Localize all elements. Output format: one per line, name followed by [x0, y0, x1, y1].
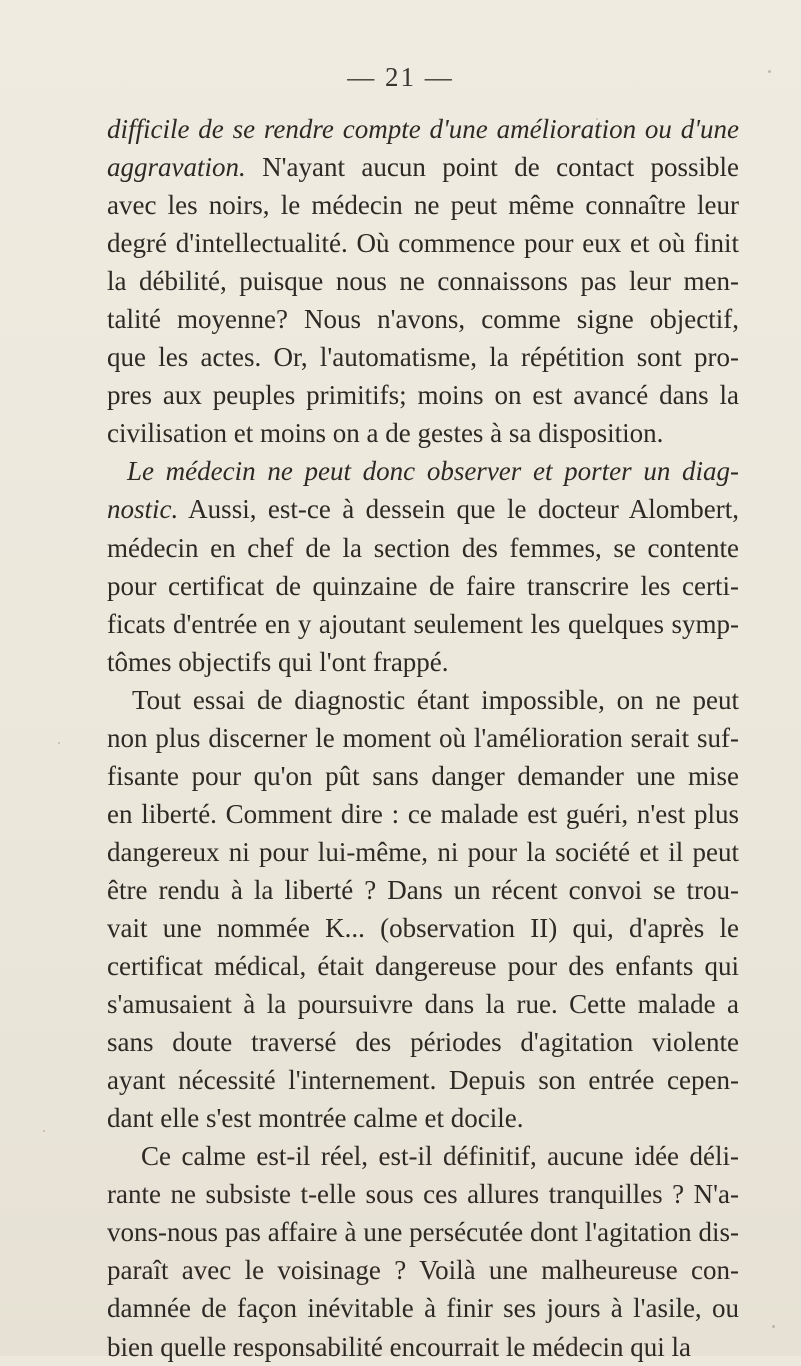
text-line — [107, 1023, 739, 1061]
paper-speck — [43, 1130, 45, 1132]
text-line — [107, 414, 739, 452]
text-line — [107, 490, 739, 528]
text-line — [107, 110, 739, 148]
text-run: degré d'intellectualité. Où commence pour eux et où finit — [107, 228, 739, 259]
text-line — [107, 757, 739, 795]
text-run: pres aux peuples primitifs; moins on est avancé dans la — [107, 380, 739, 411]
text-run: vait une nommée K... (observation II) qui, d'après le — [107, 912, 739, 943]
text-run: Tout essai de diagnostic étant impossible, on ne peut — [132, 684, 739, 715]
text-line — [107, 1175, 739, 1213]
text-run: avec les noirs, le médecin ne peut même connaître leur — [107, 190, 739, 221]
text-run: vons-nous pas affaire à une persécutée dont l'agitation dis- — [107, 1217, 739, 1248]
text-run: fisante pour qu'on pût sans danger demander une mise — [107, 760, 739, 791]
text-line — [107, 224, 739, 262]
paper-speck — [596, 118, 598, 120]
text-line — [107, 262, 739, 300]
text-run: tômes objectifs qui l'ont frappé. — [107, 646, 449, 677]
paragraph — [107, 681, 739, 1138]
text-run: ayant nécessité l'internement. Depuis son entrée cepen- — [107, 1065, 739, 1096]
text-run: ficats d'entrée en y ajoutant seulement les quelques symp- — [107, 608, 739, 639]
text-line — [107, 947, 739, 985]
paragraph — [107, 452, 739, 680]
text-line — [107, 605, 739, 643]
text-run: que les actes. Or, l'automatisme, la répétition sont pro- — [107, 342, 739, 373]
text-run: pour certificat de quinzaine de faire transcrire les certi- — [107, 570, 739, 601]
text-line — [107, 186, 739, 224]
text-line — [107, 795, 739, 833]
text-line — [107, 148, 739, 186]
text-run: être rendu à la liberté ? Dans un récent convoi se trou- — [107, 874, 739, 905]
italic-text: nostic. — [107, 494, 179, 525]
text-run: damnée de façon inévitable à finir ses jours à l'asile, ou — [107, 1293, 739, 1324]
paper-speck — [772, 1325, 775, 1328]
paragraph — [107, 1137, 739, 1365]
text-line — [107, 300, 739, 338]
italic-text: difficile de se rendre compte d'une amélioration ou d'une — [107, 114, 739, 144]
text-run: civilisation et moins on a de gestes à sa disposition. — [107, 418, 664, 449]
italic-text: aggravation. — [107, 152, 246, 183]
text-run: N'ayant aucun point de contact possible — [245, 152, 739, 183]
text-run: dant elle s'est montrée calme et docile. — [107, 1103, 524, 1134]
text-run: certificat médical, était dangereuse pour des enfants qui — [107, 951, 739, 982]
text-line — [107, 719, 739, 757]
paper-speck — [58, 742, 60, 744]
text-line — [107, 1099, 739, 1137]
text-line — [107, 567, 739, 605]
paper-speck — [768, 70, 771, 73]
text-run: la débilité, puisque nous ne connaissons pas leur men- — [107, 266, 739, 297]
text-line — [107, 643, 739, 681]
text-line — [107, 1061, 739, 1099]
text-line — [107, 871, 739, 909]
page-number: — 21 — — [347, 62, 454, 92]
text-line — [107, 1137, 739, 1175]
text-run: s'amusaient à la poursuivre dans la rue. Cette malade a — [107, 989, 739, 1020]
text-run: rante ne subsiste t-elle sous ces allures tranquilles ? N'a- — [107, 1179, 739, 1210]
text-line — [107, 529, 739, 567]
text-run: Ce calme est-il réel, est-il définitif, aucune idée déli- — [141, 1141, 739, 1172]
text-line — [107, 1289, 739, 1327]
text-run: dangereux ni pour lui-même, ni pour la société et il peut — [107, 836, 739, 867]
italic-text: Le médecin ne peut donc observer et porter un diag- — [127, 456, 739, 487]
text-line — [107, 833, 739, 871]
text-line — [107, 1328, 739, 1366]
text-run: médecin en chef de la section des femmes, se contente — [107, 532, 739, 563]
body-text — [107, 110, 739, 1366]
text-line — [107, 985, 739, 1023]
text-run: bien quelle responsabilité encourrait le médecin qui la — [107, 1331, 692, 1362]
text-line — [107, 909, 739, 947]
text-run: paraît avec le voisinage ? Voilà une malheureuse con- — [107, 1255, 739, 1286]
text-run: en liberté. Comment dire : ce malade est guéri, n'est plus — [107, 798, 739, 829]
text-line — [107, 1251, 739, 1289]
text-run: sans doute traversé des périodes d'agitation violente — [107, 1027, 739, 1058]
text-run: non plus discerner le moment où l'amélioration serait suf- — [107, 722, 739, 753]
text-line — [107, 338, 739, 376]
text-run: Aussi, est-ce à dessein que le docteur Alombert, — [178, 494, 739, 525]
text-line — [107, 1213, 739, 1251]
text-line — [107, 452, 739, 490]
paragraph — [107, 110, 739, 452]
text-run: talité moyenne? Nous n'avons, comme signe objectif, — [107, 304, 739, 335]
text-line — [107, 376, 739, 414]
text-line — [107, 681, 739, 719]
